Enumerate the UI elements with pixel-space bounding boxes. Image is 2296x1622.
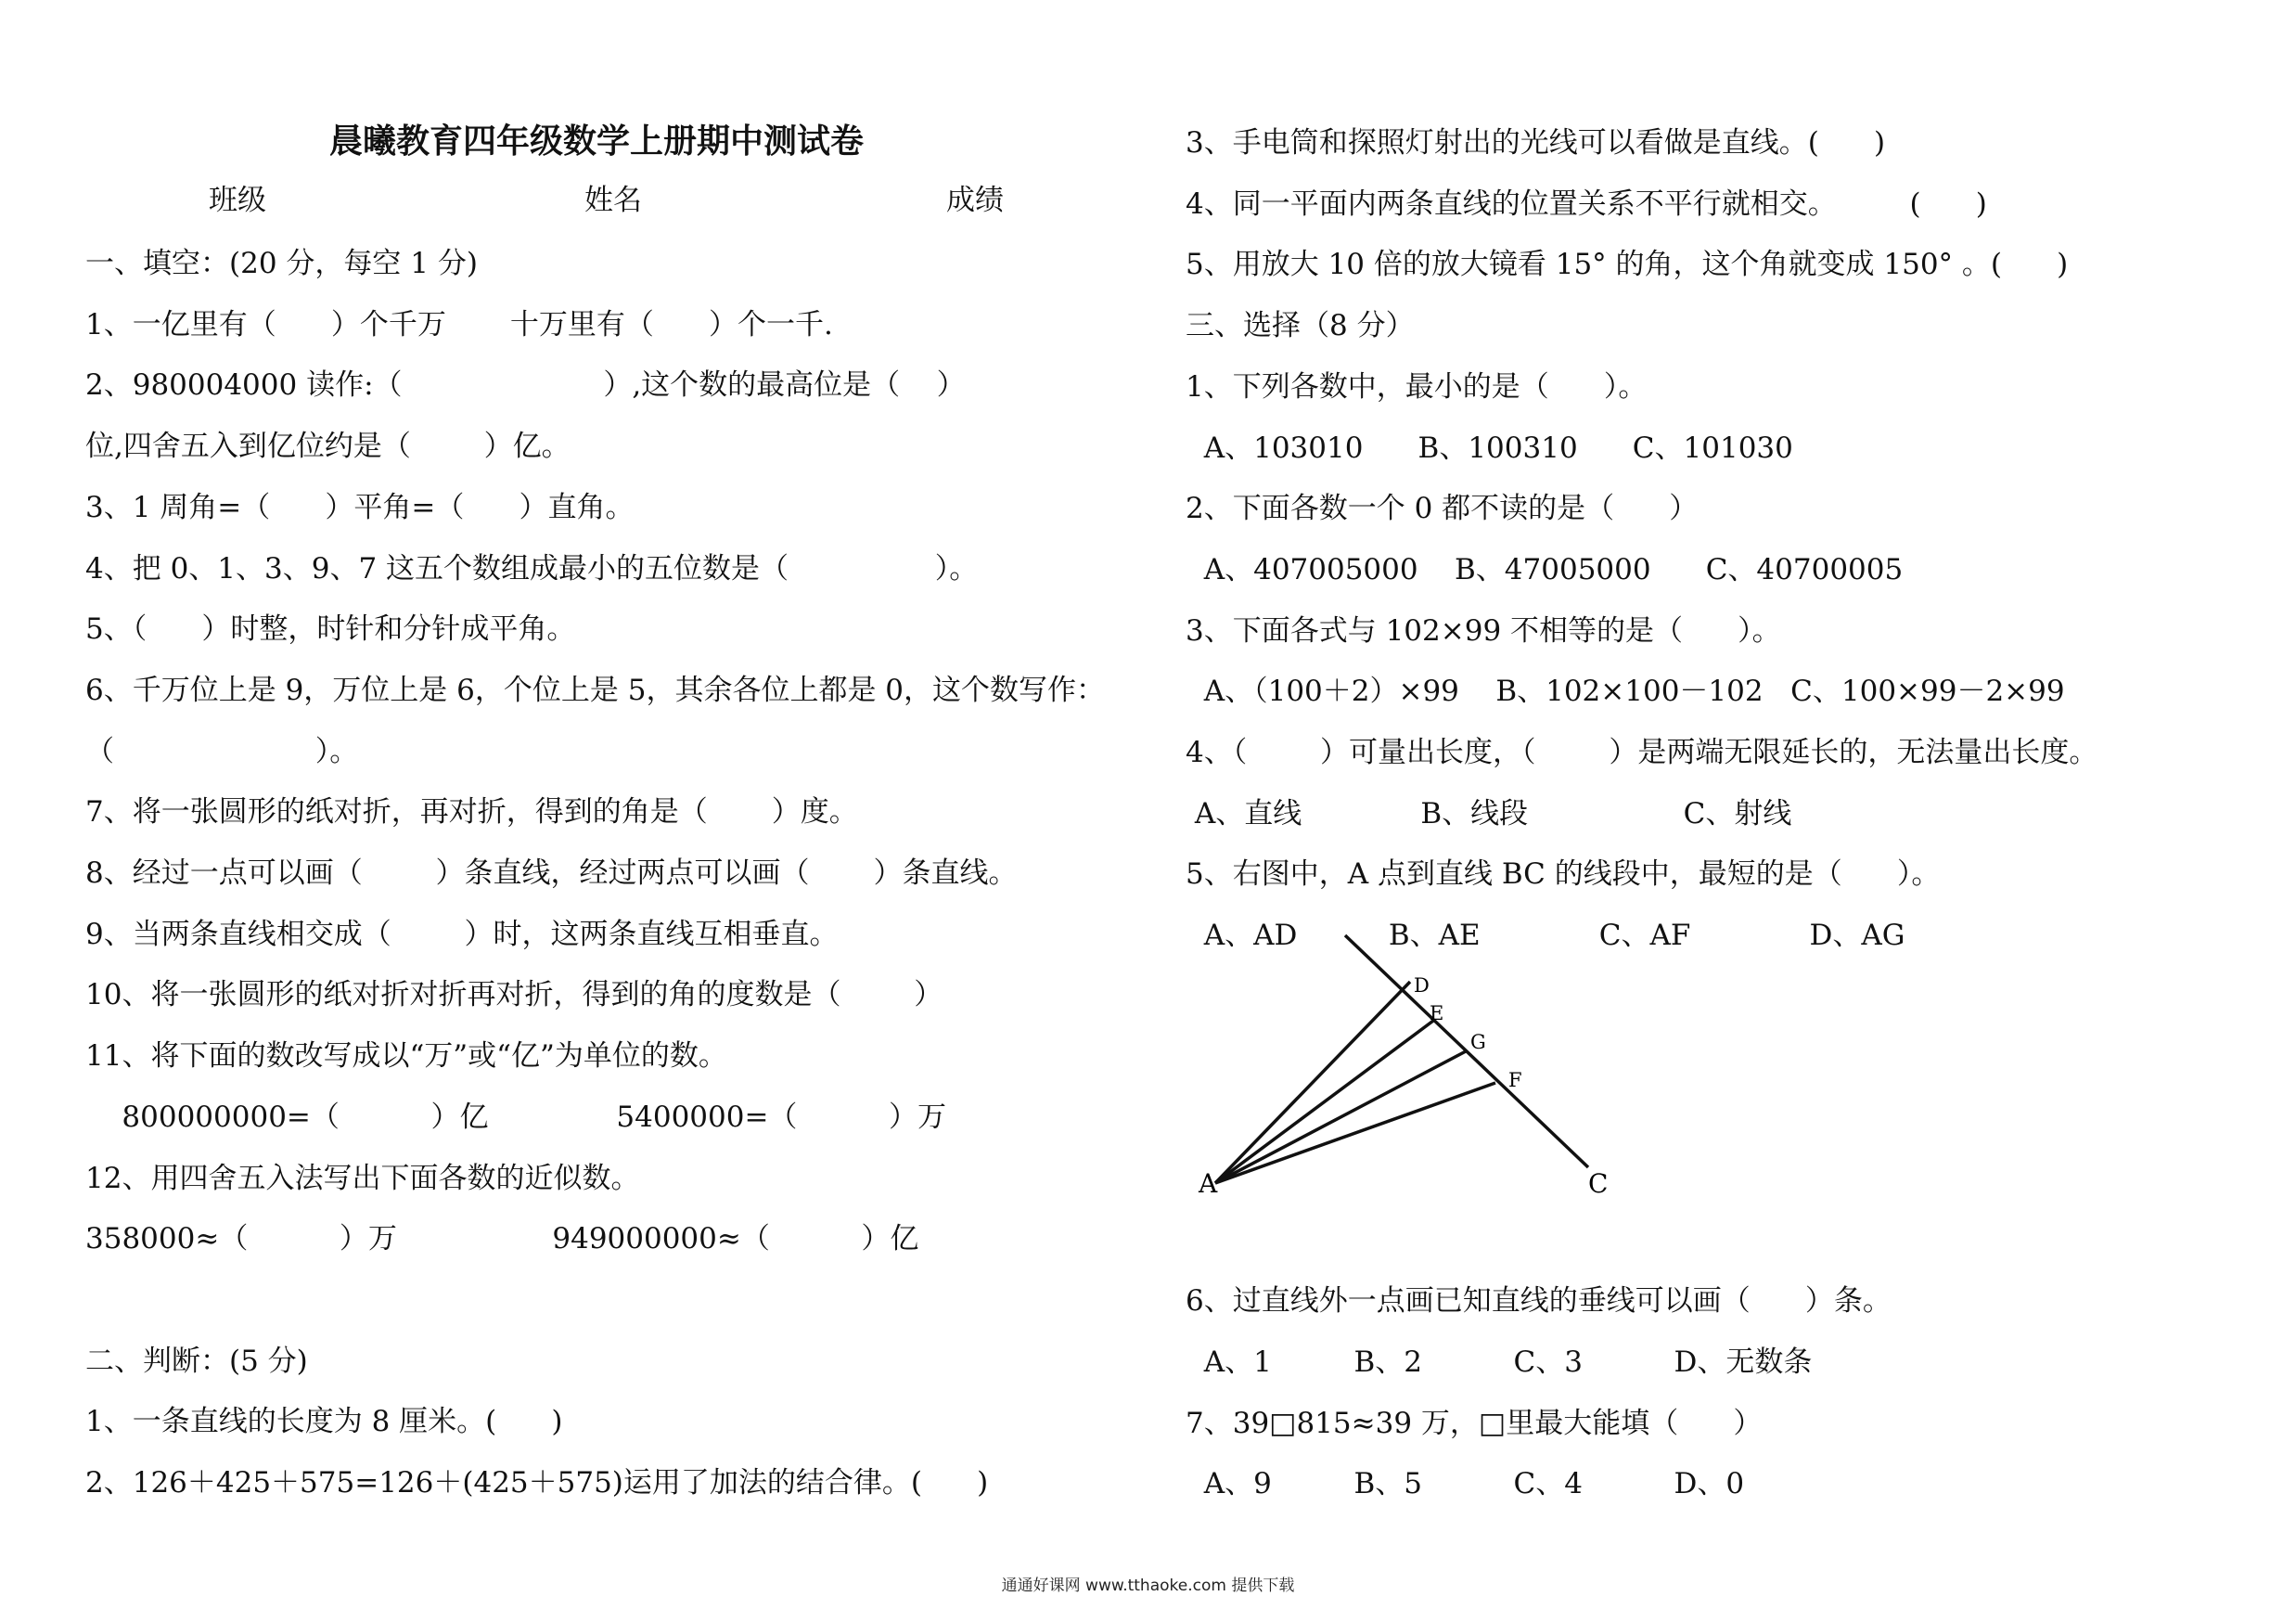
right-line-12: A、直线 B、线段 C、射线 <box>1186 796 1792 830</box>
segment-af <box>1215 1083 1495 1183</box>
right-line-8: A、407005000 B、47005000 C、40700005 <box>1186 552 1904 586</box>
score-field-label: 成绩 <box>946 184 1004 217</box>
left-line-15: 800000000=（ ）亿 5400000=（ ）万 <box>85 1100 946 1134</box>
footer-credit: 通通好课网 www.tthaoke.com 提供下载 <box>1001 1577 1295 1595</box>
label-g: G <box>1470 1031 1486 1053</box>
exam-title: 晨曦教育四年级数学上册期中测试卷 <box>329 122 865 161</box>
label-d: D <box>1414 974 1430 997</box>
label-e: E <box>1430 1002 1444 1024</box>
left-line-20: 1、一条直线的长度为 8 厘米。( ) <box>85 1405 563 1439</box>
right-line-14: A、AD B、AE C、AF D、AG <box>1186 919 1905 953</box>
left-line-2: 1、一亿里有（ ）个千万 十万里有（ ）个一千. <box>85 307 833 341</box>
left-line-9: （ ）。 <box>85 734 359 768</box>
right-line-7: 2、下面各数一个 0 都不读的是（ ） <box>1186 492 1699 526</box>
label-f: F <box>1508 1069 1522 1091</box>
left-line-19: 二、判断：(5 分) <box>85 1344 308 1378</box>
left-line-5: 3、1 周角=（ ）平角=（ ）直角。 <box>85 490 635 524</box>
segment-ae <box>1215 1021 1433 1183</box>
left-line-10: 7、将一张圆形的纸对折，再对折，得到的角是（ ）度。 <box>85 795 858 830</box>
right-line-3: 5、用放大 10 倍的放大镜看 15° 的角，这个角就变成 150° 。( ) <box>1186 248 2069 282</box>
segment-ad <box>1215 982 1410 1183</box>
right-line-2: 4、同一平面内两条直线的位置关系不平行就相交。 ( ) <box>1186 187 1987 221</box>
left-line-13: 10、将一张圆形的纸对折对折再对折，得到的角的度数是（ ） <box>85 978 943 1012</box>
left-line-1: 一、填空：(20 分，每空 1 分) <box>85 247 478 280</box>
left-line-21: 2、126＋425＋575=126＋(425＋575)运用了加法的结合律。( ) <box>85 1466 989 1500</box>
name-field-label: 姓名 <box>584 184 642 217</box>
left-line-12: 9、当两条直线相交成（ ）时，这两条直线互相垂直。 <box>85 917 839 951</box>
right-line-4: 三、选择（8 分） <box>1186 309 1415 343</box>
left-line-4: 位,四舍五入到亿位约是（ ）亿。 <box>85 430 571 464</box>
label-a: A <box>1199 1168 1218 1199</box>
right-line-23: A、9 B、5 C、4 D、0 <box>1186 1467 1745 1501</box>
left-line-6: 4、把 0、1、3、9、7 这五个数组成最小的五位数是（ ）。 <box>85 551 979 586</box>
right-line-9: 3、下面各式与 102×99 不相等的是（ ）。 <box>1186 613 1781 648</box>
segment-ag <box>1215 1051 1466 1183</box>
right-line-21: A、1 B、2 C、3 D、无数条 <box>1186 1345 1813 1379</box>
right-line-20: 6、过直线外一点画已知直线的垂线可以画（ ）条。 <box>1186 1284 1892 1319</box>
label-c: C <box>1588 1168 1609 1199</box>
left-line-17: 358000≈（ ）万 949000000≈（ ）亿 <box>85 1222 919 1256</box>
left-line-16: 12、用四舍五入法写出下面各数的近似数。 <box>85 1161 640 1195</box>
left-line-7: 5、（ ）时整，时针和分针成平角。 <box>85 612 576 647</box>
right-line-5: 1、下列各数中，最小的是（ ）。 <box>1186 369 1648 404</box>
right-line-6: A、103010 B、100310 C、101030 <box>1186 431 1793 465</box>
right-line-22: 7、39□815≈39 万，□里最大能填（ ） <box>1186 1406 1763 1440</box>
right-line-1: 3、手电筒和探照灯射出的光线可以看做是直线。( ) <box>1186 126 1886 160</box>
left-line-3: 2、980004000 读作:（ ）,这个数的最高位是（ ） <box>85 368 966 403</box>
class-field-label: 班级 <box>209 184 266 217</box>
left-line-14: 11、将下面的数改写成以“万”或“亿”为单位的数。 <box>85 1039 727 1074</box>
left-line-11: 8、经过一点可以画（ ）条直线，经过两点可以画（ ）条直线。 <box>85 856 1018 890</box>
line-bc <box>1345 935 1588 1167</box>
right-line-11: 4、（ ）可量出长度，（ ）是两端无限延长的，无法量出长度。 <box>1186 736 2098 769</box>
left-line-8: 6、千万位上是 9，万位上是 6，个位上是 5，其余各位上都是 0，这个数写作： <box>85 673 1106 707</box>
right-line-10: A、（100＋2）×99 B、102×100－102 C、100×99－2×99 <box>1186 675 2065 709</box>
right-line-13: 5、右图中，A 点到直线 BC 的线段中，最短的是（ ）。 <box>1186 857 1941 892</box>
